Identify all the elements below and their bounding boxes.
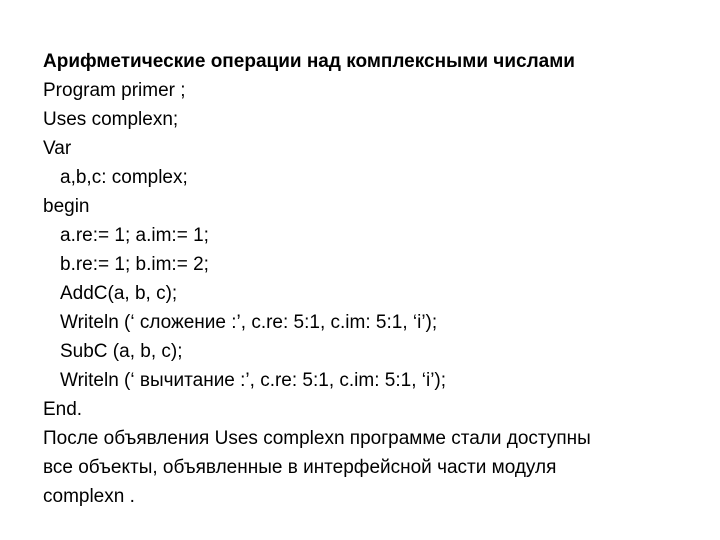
code-line-subc: SubC (a, b, c); — [60, 341, 183, 362]
code-line-assign-b: b.re:= 1; b.im:= 2; — [60, 254, 209, 275]
slide-title: Арифметические операции над комплексными числами — [43, 51, 575, 72]
explanation-line-3: complexn . — [43, 486, 135, 507]
explanation-line-1: После объявления Uses complexn программе стали доступны — [43, 428, 591, 449]
code-line-var: Var — [43, 138, 72, 159]
explanation-line-2: все объекты, объявленные в интерфейсной части модуля — [43, 457, 557, 478]
code-line-begin: begin — [43, 196, 90, 217]
code-line-end: End. — [43, 399, 83, 420]
code-line-program: Program primer ; — [43, 80, 186, 101]
code-line-writeln-sum: Writeln (‘ сложение :’, c.re: 5:1, c.im: 5:1, ‘i’); — [60, 312, 438, 333]
code-line-uses: Uses complexn; — [43, 109, 179, 130]
code-line-declaration: a,b,c: complex; — [60, 167, 188, 188]
code-line-assign-a: a.re:= 1; a.im:= 1; — [60, 225, 209, 246]
slide-content — [43, 47, 703, 511]
code-line-writeln-diff: Writeln (‘ вычитание :’, c.re: 5:1, c.im: 5:1, ‘i’); — [60, 370, 447, 391]
code-line-addc: AddC(a, b, c); — [60, 283, 178, 304]
